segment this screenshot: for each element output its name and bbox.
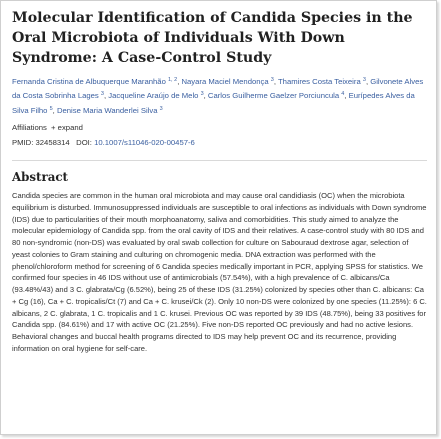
author-affiliation-ref[interactable]: 3 [100, 91, 104, 98]
section-divider [12, 160, 427, 161]
author-link[interactable]: Denise Maria Wanderlei Silva [56, 105, 158, 115]
affiliations-label: Affiliations [12, 123, 47, 133]
abstract-text: Candida species are common in the human oral microbiota and may cause oral candidiasis (OC) when the microbiota equilibrium is disturbed. Immunosuppressed individuals are susceptible to oral infections as individuals with Down syndrome (IDS) due to particularities of their mouth morphoanatomy, saliva and comorbidities. This study aimed to analyze the molecular epidemiology of Candida spp. from the oral cavity of IDS and their relatives. A case-control study with 80 IDS and 80 non-syndromic (non-DS) was evaluated by oral swab collection for culture on Sabouraud dextrose agar, selection of yeast colonies to Gram staining and culturing on chromogenic media. DNA extraction was performed with the phenol/chloroform method for screening of 6 Candida species medically important in PCR, applying SPSS for statistics. We confirmed four species in 46 IDS without use of antimicrobials (57.54%), with a high prevalence of C. albicans/Ca (93.48%/43) and 3 C. glabrata/Cg (6.52%), being 25 of these IDS (31.25%) colonized by species other than C. albicans: Ca + Cg (16), Ca + C. tropicalis/Ct (7) and Ca + C. krusei/Ck (2). Only 10 non-DS were colonized by one species (11.25%): 6 C. albicans, 2 C. glabrata, 1 C. tropicalis and 1 C. krusei. Previous OC was reported by 39 IDS (48.75%), being 33 positives for Candida spp. (84.61%) and 17 with active OC (21.25%). Five non-DS reported OC previously and had no active lesions. Behavioral changes and buccal health programs directed to IDS may help prevent OC and its recurrence, providing information on oral hygiene for self-care. [12, 191, 427, 353]
pmid-label: PMID: [12, 138, 34, 148]
article-content [1, 1, 436, 355]
doi-label: DOI: [76, 138, 92, 148]
expand-affiliations-toggle[interactable]: + expand [51, 123, 83, 133]
author-link[interactable]: Nayara Maciel Mendonça [181, 77, 269, 86]
author-link[interactable]: Gilvonete Alves da Costa Sobrinha Lages [12, 77, 424, 101]
author-link[interactable]: Jacqueline Araújo de Melo [108, 91, 199, 101]
author-link[interactable]: Thamires Costa Teixeira [277, 77, 361, 86]
pmid-value: 32458314 [35, 138, 70, 148]
affiliations-row [12, 122, 427, 134]
author-affiliation-ref[interactable]: 3 [159, 105, 163, 112]
author-affiliation-ref[interactable]: 4 [341, 91, 345, 98]
author-link[interactable]: Carlos Guilherme Gaelzer Porciuncula [207, 91, 340, 101]
author-link[interactable]: Eurípedes Alves da Silva Filho [12, 91, 415, 115]
abstract-heading: Abstract [12, 170, 68, 185]
author-affiliation-ref[interactable]: 1, 2 [168, 77, 178, 83]
author-link[interactable]: Fernanda Cristina de Albuquerque Maranhão [12, 77, 166, 86]
author-affiliation-ref[interactable]: 3 [270, 77, 274, 83]
doi-link[interactable]: 10.1007/s11046-020-00457-6 [94, 138, 195, 148]
author-affiliation-ref[interactable]: 3 [200, 91, 204, 98]
article-title: Molecular Identification of Candida Species in the Oral Microbiota of Individuals With Down Syndrome: A Case-Control Study [12, 10, 413, 66]
author-list: Fernanda Cristina de Albuquerque Maranhão $^{1, 2}$, Nayara Maciel Mendonça $^3$, Thamires Costa Teixeira $^3$, Gilvonete Alves da Costa Sobrinha Lages $^3$, Jacqueline Araújo de Melo $^3$, Carlos Guilherme Gaelzer Porciuncula $^4$, Eurípedes Alves da Silva Filho $^5$, Denise Maria Wanderlei Silva $^3$ [12, 77, 424, 115]
identifiers-row [12, 137, 427, 149]
author-affiliation-ref[interactable]: 3 [362, 77, 366, 83]
author-affiliation-ref[interactable]: 5 [49, 105, 53, 112]
